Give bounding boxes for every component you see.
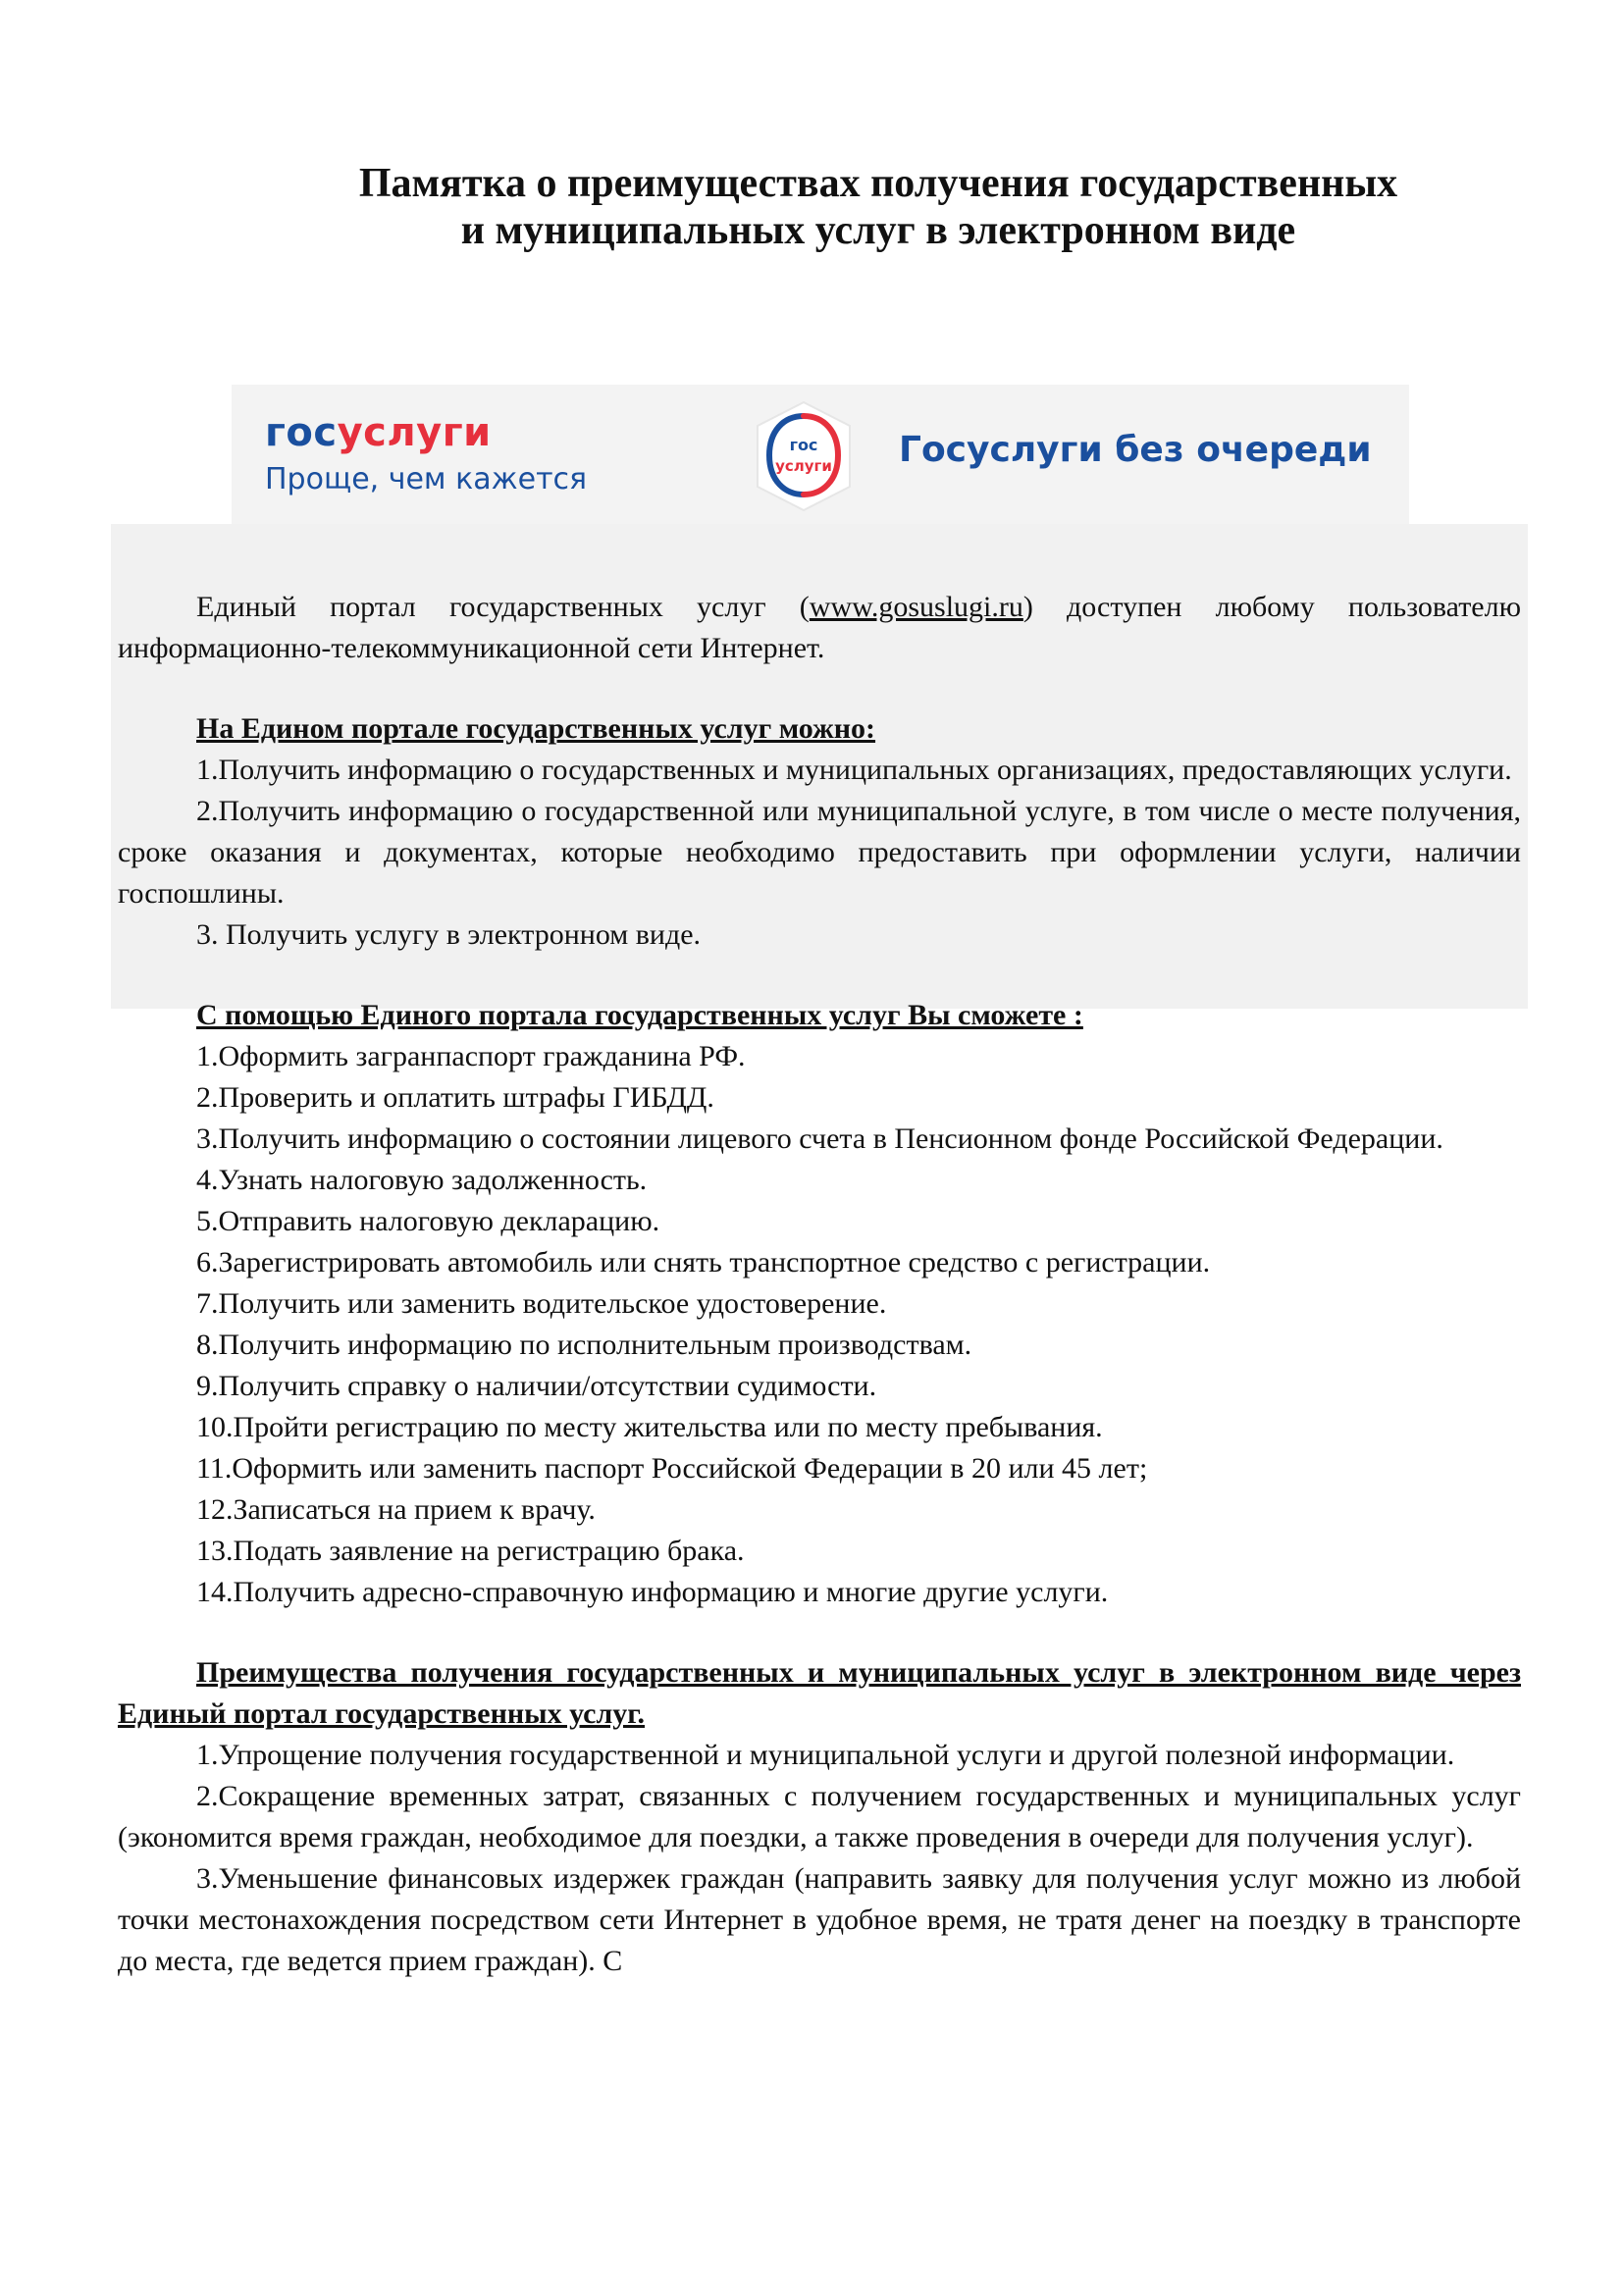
section-2-item: 2.Проверить и оплатить штрафы ГИБДД. [196, 1081, 714, 1114]
brand-wordmark [265, 412, 587, 453]
section-2-item: 1.Оформить загранпаспорт гражданина РФ. [196, 1040, 746, 1072]
section-2-item: 8.Получить информацию по исполнительным производствам. [196, 1329, 972, 1361]
section-1-item: 1.Получить информацию о государственных и муниципальных организациях, предоставляющих услуги. [196, 754, 1512, 786]
gosuslugi-emblem-icon [744, 396, 864, 516]
spacer [118, 1613, 1521, 1652]
section-3-item: 1.Упрощение получения государственной и муниципальной услуги и другой полезной информации. [196, 1739, 1455, 1771]
section-2-item: 5.Отправить налоговую декларацию. [196, 1205, 660, 1237]
emblem-text-uslugi: услуги [775, 457, 832, 475]
section-2-item: 10.Пройти регистрацию по месту жительства или по месту пребывания. [196, 1411, 1103, 1443]
banner-caption: Госуслуги без очереди [899, 430, 1372, 470]
intro-text-after: ) доступен любому пользователю информационно-телекоммуникационной сети Интернет. [118, 591, 1522, 664]
section-2-item: 12.Записаться на прием к врачу. [196, 1493, 596, 1526]
section-2-item: 14.Получить адресно-справочную информацию и многие другие услуги. [196, 1576, 1109, 1608]
brand-tagline: Проще, чем кажется [265, 462, 588, 496]
brand-part-2: услуги [337, 410, 492, 455]
spacer [118, 669, 1521, 708]
title-line-1: Памятка о преимуществах получения государственных [358, 161, 1398, 206]
intro-text-before: Единый портал государственных услуг ( [196, 591, 810, 623]
section-2-item: 11.Оформить или заменить паспорт Российской Федерации в 20 или 45 лет; [196, 1452, 1148, 1485]
section-2-item: 6.Зарегистрировать автомобиль или снять транспортное средство с регистрации. [196, 1246, 1211, 1278]
spacer [118, 956, 1521, 995]
gosuslugi-logo [265, 412, 587, 496]
section-2-item: 13.Подать заявление на регистрацию брака. [196, 1535, 745, 1567]
section-1-item: 3. Получить услугу в электронном виде. [196, 918, 702, 951]
section-2-item: 4.Узнать налоговую задолженность. [196, 1164, 648, 1196]
section-2-item: 7.Получить или заменить водительское удостоверение. [196, 1287, 887, 1320]
page-title [196, 160, 1560, 254]
section-3-heading: Преимущества получения государственных и муниципальных услуг в электронном виде через Единый портал государственных услуг. [118, 1656, 1521, 1730]
section-3-item: 2.Сокращение временных затрат, связанных с получением государственных и муниципальных услуг (экономится время граждан, необходимое для поездки, а также проведения в очереди для получения услуг). [118, 1780, 1521, 1853]
intro-paragraph [118, 587, 1521, 669]
emblem-text-gos: гос [789, 436, 818, 454]
gosuslugi-link[interactable]: www.gosuslugi.ru [809, 591, 1023, 623]
title-line-2: и муниципальных услуг в электронном виде [460, 208, 1296, 253]
document-body [118, 587, 1521, 1982]
brand-part-1: гос [265, 410, 338, 455]
section-2-item: 9.Получить справку о наличии/отсутствии судимости. [196, 1370, 877, 1402]
section-3-item: 3.Уменьшение финансовых издержек граждан (направить заявку для получения услуг можно из любой точки местонахождения посредством сети Интернет в удобное время, не тратя денег на поездку в транспорте до места, где ведется прием граждан). С [118, 1862, 1521, 1977]
section-2-item: 3.Получить информацию о состоянии лицевого счета в Пенсионном фонде Российской Федерации. [196, 1122, 1443, 1155]
gosuslugi-banner [232, 385, 1409, 524]
section-1-item: 2.Получить информацию о государственной или муниципальной услуге, в том числе о месте получения, сроке оказания и документах, которые необходимо предоставить при оформлении услуги, наличии госпошлины. [118, 795, 1521, 910]
section-2-heading: С помощью Единого портала государственных услуг Вы сможете : [196, 999, 1083, 1031]
section-1-heading: На Едином портале государственных услуг можно: [196, 712, 876, 745]
